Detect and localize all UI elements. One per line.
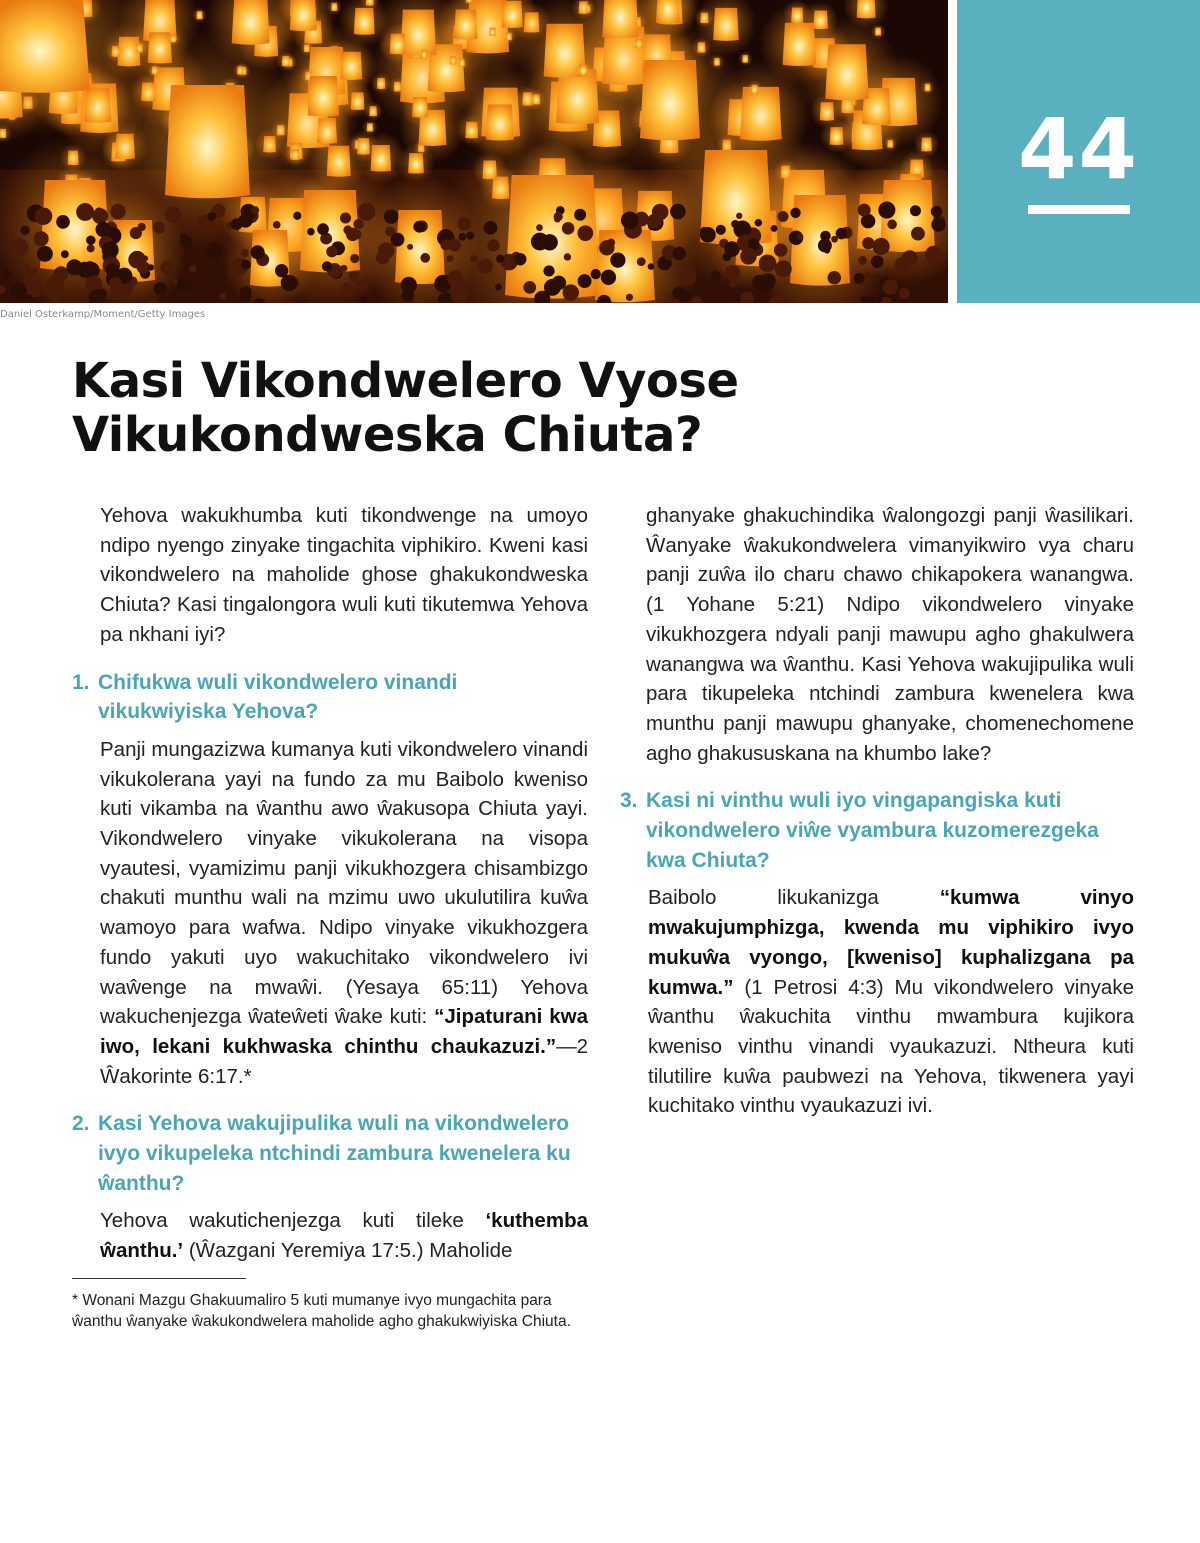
crowd-silhouette xyxy=(673,247,686,260)
crowd-silhouette xyxy=(138,223,146,231)
crowd-silhouette xyxy=(648,263,655,270)
crowd-silhouette xyxy=(457,217,471,231)
question-number: 3. xyxy=(620,789,638,813)
left-column xyxy=(72,501,588,1284)
crowd-silhouette xyxy=(536,224,543,231)
question-number: 1. xyxy=(72,670,90,694)
crowd-silhouette xyxy=(10,283,27,300)
crowd-silhouette xyxy=(281,275,297,291)
lantern xyxy=(454,9,477,39)
crowd-silhouette xyxy=(564,253,571,260)
crowd-silhouette xyxy=(406,280,414,288)
crowd-silhouette xyxy=(679,268,697,286)
lantern xyxy=(354,8,375,35)
crowd-silhouette xyxy=(831,236,838,243)
crowd-silhouette xyxy=(871,255,884,268)
crowd-silhouette xyxy=(343,225,352,234)
crowd-silhouette xyxy=(357,279,369,291)
crowd-silhouette xyxy=(818,238,832,252)
crowd-silhouette xyxy=(109,284,125,300)
crowd-silhouette xyxy=(854,273,865,284)
crowd-silhouette xyxy=(172,279,178,285)
crowd-silhouette xyxy=(10,238,28,256)
crowd-silhouette xyxy=(357,203,375,221)
crowd-silhouette xyxy=(740,248,756,264)
crowd-silhouette xyxy=(670,204,686,220)
lantern xyxy=(0,0,90,93)
crowd-silhouette xyxy=(637,257,646,266)
crowd-silhouette xyxy=(413,221,425,233)
scripture-quote: “kumwa vinyo mwakujumphizga, kwenda mu viphikiro ivyo mukuŵa vyongo, [kweniso] kuphalizgana pa kumwa.” xyxy=(648,886,1134,999)
crowd-silhouette xyxy=(931,217,945,231)
crowd-silhouette xyxy=(407,244,413,250)
crowd-silhouette xyxy=(165,207,182,224)
crowd-silhouette xyxy=(858,256,867,265)
crowd-silhouette xyxy=(20,226,29,235)
crowd-silhouette xyxy=(910,205,921,216)
crowd-silhouette xyxy=(353,219,363,229)
answer-text: Panji mungazizwa kumanya kuti vikondwelero vinandi vikukolerana yayi na fundo za mu Baibolo kweniso kuti vikamba na ŵanthu awo ŵakusopa Chiuta yayi. Vikondwelero vinyake vikukolerana na visopa vyautesi, vyamizimu panji vikukhozgera chisambizgo chakuti munthu wali na mzimu uwo ukulutilira kuŵa wamoyo para wafwa. Ndipo vinyake vikukhozgera fundo yakuti uyo wakuchitako vikondwelero ivi waŵenge na mwaŵi. (Yesaya 65:11) Yehova wakuchenjezga ŵateŵeti ŵake kuti: xyxy=(100,737,588,1029)
answer-text-continued: (1 Petrosi 4:3) Mu vikondwelero vinyake ŵanthu ŵakuchita vinthu mwambura kujikora kweniso vinthu vinandi vyaukazuzi. Ntheura kuti tilutilire kuŵa paubwezi na Yehova, tikwenera yayi kuchitako vinthu vyaukazuzi ivi. xyxy=(648,975,1134,1118)
crowd-silhouette xyxy=(911,227,925,241)
lesson-number: 44 xyxy=(1018,100,1139,198)
crowd-silhouette xyxy=(110,204,125,219)
lesson-number-underline xyxy=(1028,205,1130,214)
crowd-silhouette xyxy=(97,289,107,299)
lantern xyxy=(367,123,374,132)
crowd-silhouette xyxy=(102,242,119,259)
crowd-silhouette xyxy=(716,225,726,235)
crowd-silhouette xyxy=(31,267,38,274)
question-2-answer-start xyxy=(72,1206,588,1265)
lantern xyxy=(357,138,370,155)
crowd-silhouette xyxy=(652,204,669,221)
lantern xyxy=(489,28,495,36)
crowd-silhouette xyxy=(37,246,53,262)
question-text: Kasi ni vinthu wuli iyo vingapangiska kuti vikondwelero viŵe vyambura kuzomerezgeka kwa Chiuta? xyxy=(646,789,1099,872)
photo-credit: Daniel Osterkamp/Moment/Getty Images xyxy=(0,309,206,320)
crowd-silhouette xyxy=(883,279,898,294)
crowd-silhouette xyxy=(864,273,870,279)
lantern xyxy=(825,44,868,100)
crowd-silhouette xyxy=(148,264,154,270)
crowd-silhouette xyxy=(731,220,739,228)
crowd-silhouette xyxy=(340,213,351,224)
right-column xyxy=(620,501,1134,1139)
crowd-silhouette xyxy=(797,233,803,239)
crowd-silhouette xyxy=(458,280,469,291)
crowd-silhouette xyxy=(360,295,367,302)
crowd-silhouette xyxy=(626,294,633,301)
lantern xyxy=(742,55,748,63)
lanterns-illustration xyxy=(0,0,948,303)
lantern xyxy=(925,84,931,92)
crowd-silhouette xyxy=(2,270,11,279)
crowd-silhouette xyxy=(23,264,31,272)
crowd-silhouette xyxy=(351,229,361,239)
crowd-silhouette xyxy=(34,231,49,246)
crowd-silhouette xyxy=(385,226,395,236)
crowd-silhouette xyxy=(378,242,395,259)
crowd-silhouette xyxy=(514,253,526,265)
crowd-silhouette xyxy=(153,222,165,234)
crowd-silhouette xyxy=(458,233,466,241)
crowd-silhouette xyxy=(341,283,353,295)
crowd-silhouette xyxy=(86,235,95,244)
crowd-silhouette xyxy=(601,270,616,285)
page-title: Kasi Vikondwelero Vyose Vikukondweska Chiuta? xyxy=(72,353,739,463)
crowd-silhouette xyxy=(899,288,910,299)
answer-text-continued: ghanyake ghakuchindika ŵalongozgi panji ŵasilikari. Ŵanyake ŵakukondwelera vimanyikwiro vya charu panji zuŵa ilo charu chawo chikapokera wanangwa. (1 Yohane 5:21) Ndipo vikondwelero vinyake vikukhozgera ndyali panji mawupu agho ghakulwera wanangwa wa ŵanthu. Kasi Yehova wakujipulika wuli para tikupeleka ntchindi zambura kwenelera kwa munthu panji mawupu ghanyake, chomenechomene agho ghakususkana na khumbo lake? xyxy=(646,504,1134,765)
crowd-silhouette xyxy=(543,265,554,276)
crowd-silhouette xyxy=(562,222,575,235)
crowd-silhouette xyxy=(554,215,561,222)
lantern xyxy=(290,0,317,31)
crowd-silhouette xyxy=(774,243,787,256)
crowd-silhouette xyxy=(326,246,337,257)
crowd-silhouette xyxy=(726,265,741,280)
lantern xyxy=(308,76,339,116)
lantern xyxy=(579,65,588,76)
crowd-silhouette xyxy=(206,242,223,259)
footnote: * Wonani Mazgu Ghakuumaliro 5 kuti mumanye ivyo mungachita para ŵanthu ŵanyake ŵakukondwelera maholide agho ghakukwiyiska Chiuta. xyxy=(72,1292,571,1330)
crowd-silhouette xyxy=(531,233,549,251)
answer-text: Yehova wakutichenjezga kuti tileke xyxy=(100,1209,486,1233)
crowd-silhouette xyxy=(154,282,167,295)
answer-text: Baibolo likukanizga xyxy=(648,886,940,910)
crowd-silhouette xyxy=(322,261,332,271)
crowd-silhouette xyxy=(562,284,578,300)
question-number: 2. xyxy=(72,1112,90,1136)
crowd-silhouette xyxy=(35,207,52,224)
scripture-quote: ‘kuthemba ŵanthu.’ xyxy=(100,1209,588,1263)
crowd-silhouette xyxy=(710,271,720,281)
lantern xyxy=(459,59,465,67)
crowd-silhouette xyxy=(578,274,592,288)
crowd-silhouette xyxy=(77,262,93,278)
question-text: Chifukwa wuli vikondwelero vinandi vikukwiyiska Yehova? xyxy=(98,670,458,724)
crowd-silhouette xyxy=(350,254,359,263)
question-2-answer-continued xyxy=(620,501,1134,768)
crowd-silhouette xyxy=(420,253,430,263)
crowd-silhouette xyxy=(764,257,772,265)
crowd-silhouette xyxy=(496,255,504,263)
crowd-silhouette xyxy=(931,206,943,218)
question-text: Kasi Yehova wakujipulika wuli na vikondwelero ivyo vikupeleka ntchindi zambura kwenelera ku ŵanthu? xyxy=(98,1112,571,1195)
crowd-silhouette xyxy=(478,258,493,273)
lantern xyxy=(791,7,803,23)
crowd-silhouette xyxy=(348,271,359,282)
crowd-silhouette xyxy=(733,294,740,301)
crowd-silhouette xyxy=(858,204,871,217)
question-1-answer xyxy=(72,735,588,1091)
crowd-silhouette xyxy=(293,212,301,220)
lantern xyxy=(502,1,523,28)
lantern xyxy=(857,0,876,18)
lantern xyxy=(390,34,406,54)
crowd-silhouette xyxy=(447,255,454,262)
lantern xyxy=(165,85,250,198)
crowd-silhouette xyxy=(189,265,196,272)
lantern xyxy=(196,11,202,19)
crowd-silhouette xyxy=(621,212,639,230)
crowd-silhouette xyxy=(220,293,227,300)
crowd-silhouette xyxy=(777,211,788,222)
crowd-silhouette xyxy=(160,261,174,275)
crowd-silhouette xyxy=(23,275,32,284)
crowd-silhouette xyxy=(466,231,474,239)
footnote-divider xyxy=(72,1278,246,1279)
crowd-silhouette xyxy=(495,284,502,291)
question-2-heading xyxy=(72,1109,588,1198)
crowd-silhouette xyxy=(552,276,566,290)
crowd-silhouette xyxy=(92,208,108,224)
lantern xyxy=(282,56,290,66)
crowd-silhouette xyxy=(273,221,281,229)
question-1-heading xyxy=(72,668,588,727)
crowd-silhouette xyxy=(61,250,69,258)
crowd-silhouette xyxy=(591,269,601,279)
lantern xyxy=(377,78,386,89)
crowd-silhouette xyxy=(775,260,792,277)
crowd-silhouette xyxy=(790,208,800,218)
crowd-silhouette xyxy=(76,203,94,221)
crowd-silhouette xyxy=(828,271,842,285)
crowd-silhouette xyxy=(672,287,685,300)
crowd-silhouette xyxy=(56,215,70,229)
header-photo-lanterns xyxy=(0,0,948,303)
scripture-quote: “Jipaturani kwa iwo, lekani kukhwaska chinthu chaukazuzi.” xyxy=(100,1005,588,1058)
crowd-silhouette xyxy=(925,246,942,263)
crowd-silhouette xyxy=(610,252,625,267)
crowd-silhouette xyxy=(887,220,897,230)
crowd-silhouette xyxy=(902,250,918,266)
crowd-silhouette xyxy=(317,223,329,235)
lantern xyxy=(751,85,758,94)
crowd-silhouette xyxy=(736,213,742,219)
crowd-silhouette xyxy=(578,225,594,241)
intro-paragraph: Yehova wakukhumba kuti tikondwenge na umoyo ndipo nyengo zinyake tingachita viphikiro. Kweni kasi vikondwelero na maholide ghose ghakukondweska Chiuta? Kasi tingalongora wuli kuti tikutemwa Yehova pa nkhani iyi? xyxy=(100,504,588,646)
scripture-reference: —2 Ŵakorinte 6:17.* xyxy=(100,1034,588,1088)
crowd-silhouette xyxy=(470,255,478,263)
crowd-silhouette xyxy=(700,227,708,235)
crowd-silhouette xyxy=(251,206,259,214)
crowd-silhouette xyxy=(340,265,347,272)
crowd-silhouette xyxy=(755,219,762,226)
crowd-silhouette xyxy=(251,245,265,259)
lantern xyxy=(412,97,428,117)
crowd-silhouette xyxy=(384,209,398,223)
crowd-silhouette xyxy=(440,239,451,250)
scripture-reference: (Ŵazgani Yeremiya 17:5.) Maholide xyxy=(183,1239,513,1263)
crowd-silhouette xyxy=(180,233,188,241)
lesson-number-box xyxy=(957,0,1200,303)
lantern xyxy=(532,94,540,104)
lantern xyxy=(466,0,472,3)
crowd-silhouette xyxy=(240,291,251,302)
crowd-silhouette xyxy=(46,275,64,293)
crowd-silhouette xyxy=(872,238,889,255)
crowd-silhouette xyxy=(878,201,895,218)
question-3-answer xyxy=(620,883,1134,1121)
crowd-silhouette xyxy=(241,260,251,270)
crowd-silhouette xyxy=(241,249,249,257)
crowd-silhouette xyxy=(487,239,499,251)
lantern xyxy=(656,0,680,24)
crowd-silhouette xyxy=(484,221,498,235)
crowd-silhouette xyxy=(307,228,314,235)
crowd-silhouette xyxy=(524,283,532,291)
lantern xyxy=(421,50,427,58)
crowd-silhouette xyxy=(771,225,778,232)
crowd-silhouette xyxy=(574,209,586,221)
crowd-silhouette xyxy=(207,212,216,221)
lantern xyxy=(830,127,844,145)
crowd-silhouette xyxy=(177,278,192,293)
crowd-silhouette xyxy=(599,240,614,255)
crowd-silhouette xyxy=(87,244,95,252)
lantern xyxy=(713,8,739,41)
crowd-silhouette xyxy=(729,280,737,288)
question-3-heading xyxy=(620,786,1134,875)
crowd-silhouette xyxy=(760,279,769,288)
